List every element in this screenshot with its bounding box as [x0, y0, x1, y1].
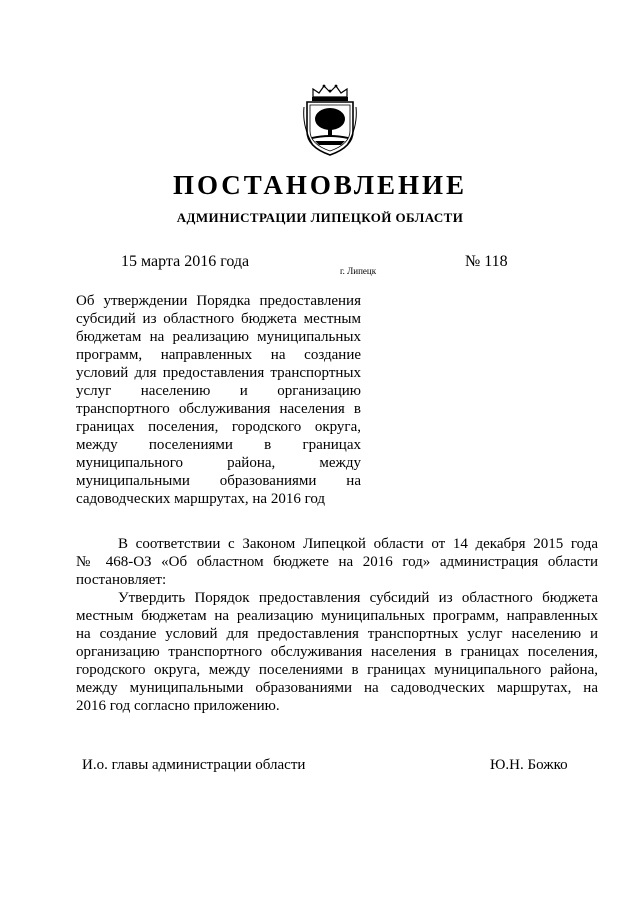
body-line: Утвердить Порядок предоставления субсидий из областного бюджета: [118, 590, 598, 606]
subject-line: субсидий из областного бюджета местным: [76, 311, 361, 327]
document-subject: [76, 292, 361, 508]
body-line: № 468-ОЗ «Об областном бюджете на 2016 год» администрация области: [76, 554, 598, 570]
document-subtitle: АДМИНИСТРАЦИИ ЛИПЕЦКОЙ ОБЛАСТИ: [176, 210, 464, 225]
coat-of-arms-icon: [301, 83, 359, 157]
signatory-position: И.о. главы администрации области: [82, 757, 306, 773]
subject-line: программ, направленных на создание: [76, 347, 361, 363]
subject-line: садоводческих маршрутах, на 2016 год: [76, 491, 326, 507]
body-line: В соответствии с Законом Липецкой области от 14 декабря 2015 года: [118, 536, 598, 552]
signatory-name: Ю.Н. Божко: [490, 757, 568, 773]
subject-line: муниципального района, между: [76, 455, 361, 471]
subject-line: услуг населению и организацию: [76, 383, 361, 399]
body-line: 2016 год согласно приложению.: [76, 698, 280, 714]
body-line: организацию транспортного обслуживания населения в границах поселения,: [76, 644, 598, 660]
document-body: [76, 535, 598, 715]
document-city: г. Липецк: [340, 266, 377, 276]
body-line: местным бюджетам на реализацию муниципальных программ, направленных: [76, 608, 598, 624]
document-title: ПОСТАНОВЛЕНИЕ: [172, 170, 468, 200]
subject-line: муниципальными образованиями на: [76, 473, 361, 489]
subject-line: условий для предоставления транспортных: [76, 365, 361, 381]
body-line: городского округа, между поселениями в границах муниципального района,: [76, 662, 598, 678]
body-line: на создание условий для предоставления транспортных услуг населению и: [76, 626, 598, 642]
document-number: № 118: [465, 253, 508, 270]
subject-line: границах поселения, городского округа,: [76, 419, 361, 435]
subject-line: Об утверждении Порядка предоставления: [76, 293, 361, 309]
subject-line: между поселениями в границах: [76, 437, 361, 453]
document-date: 15 марта 2016 года: [121, 253, 250, 270]
body-line: между муниципальными образованиями на садоводческих маршрутах, на: [76, 680, 598, 696]
subject-line: бюджетам на реализацию муниципальных: [76, 329, 361, 345]
body-line: постановляет:: [76, 572, 167, 588]
subject-line: транспортного обслуживания населения в: [76, 401, 361, 417]
